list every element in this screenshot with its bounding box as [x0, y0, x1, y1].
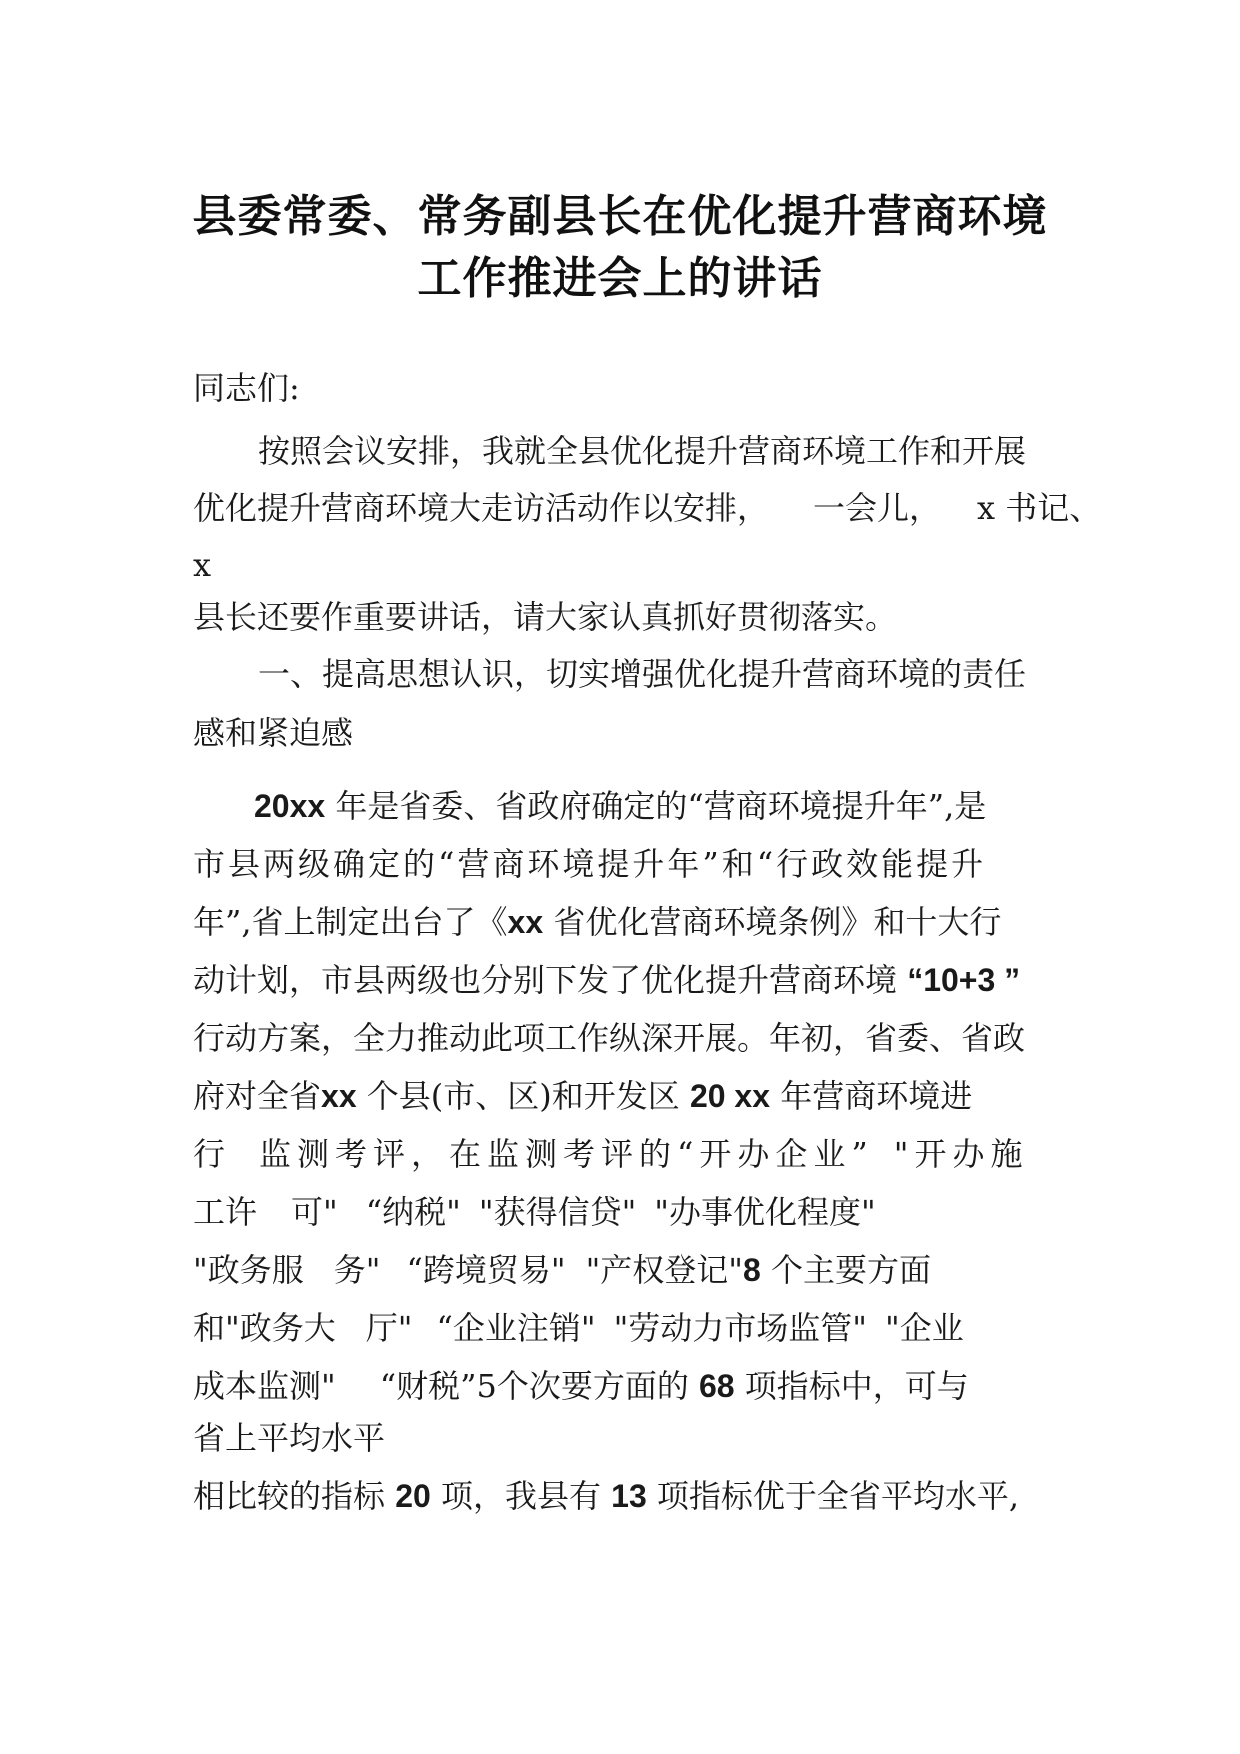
section-heading-1-line-1: 一、提高思想认识，切实增强优化提升营商环境的责任 — [258, 655, 1027, 693]
paragraph-2-line-7-part-b: 监测考评，在监测考评的“开办企业” — [259, 1135, 874, 1173]
paragraph-2-line-6-bold-2: 20 xx — [689, 1078, 771, 1114]
document-title-line-1: 县委常委、常务副县长在优化提升营商环境 — [192, 191, 1048, 242]
paragraph-2-line-8 — [193, 1192, 1073, 1232]
paragraph-2-line-13-part-b: 项，我县有 — [430, 1477, 612, 1515]
paragraph-2-line-7-part-a: 行 — [193, 1135, 232, 1173]
paragraph-2-line-1 — [254, 786, 1134, 826]
paragraph-2-line-11-bold: 68 — [699, 1368, 735, 1404]
paragraph-2-line-5: 行动方案，全力推动此项工作纵深开展。年初，省委、省政 — [193, 1019, 1026, 1057]
paragraph-2-line-4-bold: “10+3 ” — [907, 962, 1021, 998]
paragraph-2-line-9-part-d: "产权登记" — [585, 1251, 744, 1289]
paragraph-2-line-4 — [193, 960, 1073, 1000]
paragraph-2-line-10-part-d: "劳动力市场监管" — [613, 1309, 868, 1347]
paragraph-2-line-6-bold-1: xx — [321, 1078, 357, 1114]
paragraph-2-line-6-part-b: 个县(市、区)和开发区 — [356, 1077, 690, 1115]
paragraph-2-line-7 — [193, 1134, 1073, 1174]
paragraph-2-line-11-part-c: 项指标中，可与 — [734, 1367, 969, 1405]
paragraph-2-line-12: 省上平均水平 — [193, 1419, 386, 1457]
paragraph-2-line-8-part-a: 工许 — [193, 1193, 258, 1231]
paragraph-1-line-4: 县长还要作重要讲话，请大家认真抓好贯彻落实。 — [193, 598, 898, 636]
paragraph-1-line-1: 按照会议安排，我就全县优化提升营商环境工作和开展 — [258, 432, 1027, 470]
paragraph-2-line-3-part-b: 省优化营商环境条例》和十大行 — [543, 903, 1002, 941]
paragraph-2-line-3-part-a: 年”,省上制定出台了《 — [193, 903, 508, 941]
paragraph-2-line-13-part-a: 相比较的指标 — [193, 1477, 396, 1515]
paragraph-2-line-4-part-a: 动计划，市县两级也分别下发了优化提升营商环境 — [193, 961, 908, 999]
paragraph-2-line-11 — [193, 1366, 1073, 1406]
paragraph-2-line-9-bold: 8 — [743, 1252, 761, 1288]
paragraph-2-line-6-part-a: 府对全省 — [193, 1077, 322, 1115]
paragraph-2-line-6 — [193, 1076, 1073, 1116]
paragraph-1-line-3: x — [193, 546, 212, 584]
paragraph-2-line-8-part-e: "办事优化程度" — [654, 1193, 876, 1231]
paragraph-2-line-10-part-e: "企业 — [885, 1309, 964, 1347]
paragraph-2-line-3 — [193, 902, 1073, 942]
year-bold: 20xx — [254, 788, 326, 824]
paragraph-2-line-1-text: 年是省委、省政府确定的“营商环境提升年”,是 — [325, 787, 987, 825]
paragraph-2-line-8-part-d: "获得信贷" — [478, 1193, 637, 1231]
paragraph-1-line-2-part-b: 一会儿， — [813, 489, 942, 527]
paragraph-2-line-13-part-c: 项指标优于全省平均水平, — [646, 1477, 1020, 1515]
paragraph-2-line-10-part-b: 厅" — [365, 1309, 413, 1347]
paragraph-1-line-2 — [193, 488, 1102, 528]
paragraph-2-line-9-part-b: 务" — [333, 1251, 381, 1289]
document-title-line-2: 工作推进会上的讲话 — [417, 253, 823, 304]
paragraph-2-line-9-part-a: "政务服 — [193, 1251, 304, 1289]
paragraph-2-line-6-part-c: 年营商环境进 — [770, 1077, 973, 1115]
paragraph-2-line-2: 市县两级确定的“营商环境提升年”和“行政效能提升 — [193, 845, 987, 883]
paragraph-2-line-3-bold: xx — [507, 904, 544, 940]
salutation: 同志们: — [193, 369, 300, 407]
paragraph-2-line-11-part-b: “财税”5个次要方面的 — [379, 1367, 699, 1405]
paragraph-2-line-10 — [193, 1308, 1073, 1348]
paragraph-2-line-10-part-a: 和"政务大 — [193, 1309, 336, 1347]
paragraph-2-line-9-part-c: “跨境贸易" — [406, 1251, 566, 1289]
paragraph-2-line-11-part-a: 成本监测" — [193, 1367, 336, 1405]
paragraph-2-line-9 — [193, 1250, 1073, 1290]
paragraph-2-line-8-part-b: 可" — [291, 1193, 338, 1231]
paragraph-1-line-2-part-c: x 书记、 — [977, 489, 1102, 527]
paragraph-2-line-13-bold-1: 20 — [395, 1478, 431, 1514]
section-heading-1-line-2: 感和紧迫感 — [193, 714, 354, 752]
paragraph-2-line-13-bold-2: 13 — [611, 1478, 647, 1514]
paragraph-2-line-8-part-c: “纳税" — [365, 1193, 461, 1231]
paragraph-2-line-10-part-c: “企业注销" — [436, 1309, 596, 1347]
paragraph-2-line-13 — [193, 1476, 1073, 1516]
paragraph-2-line-9-part-e: 个主要方面 — [760, 1251, 931, 1289]
paragraph-2-line-7-part-c: "开办施 — [893, 1135, 1029, 1173]
paragraph-1-line-2-part-a: 优化提升营商环境大走访活动作以安排， — [193, 489, 770, 527]
